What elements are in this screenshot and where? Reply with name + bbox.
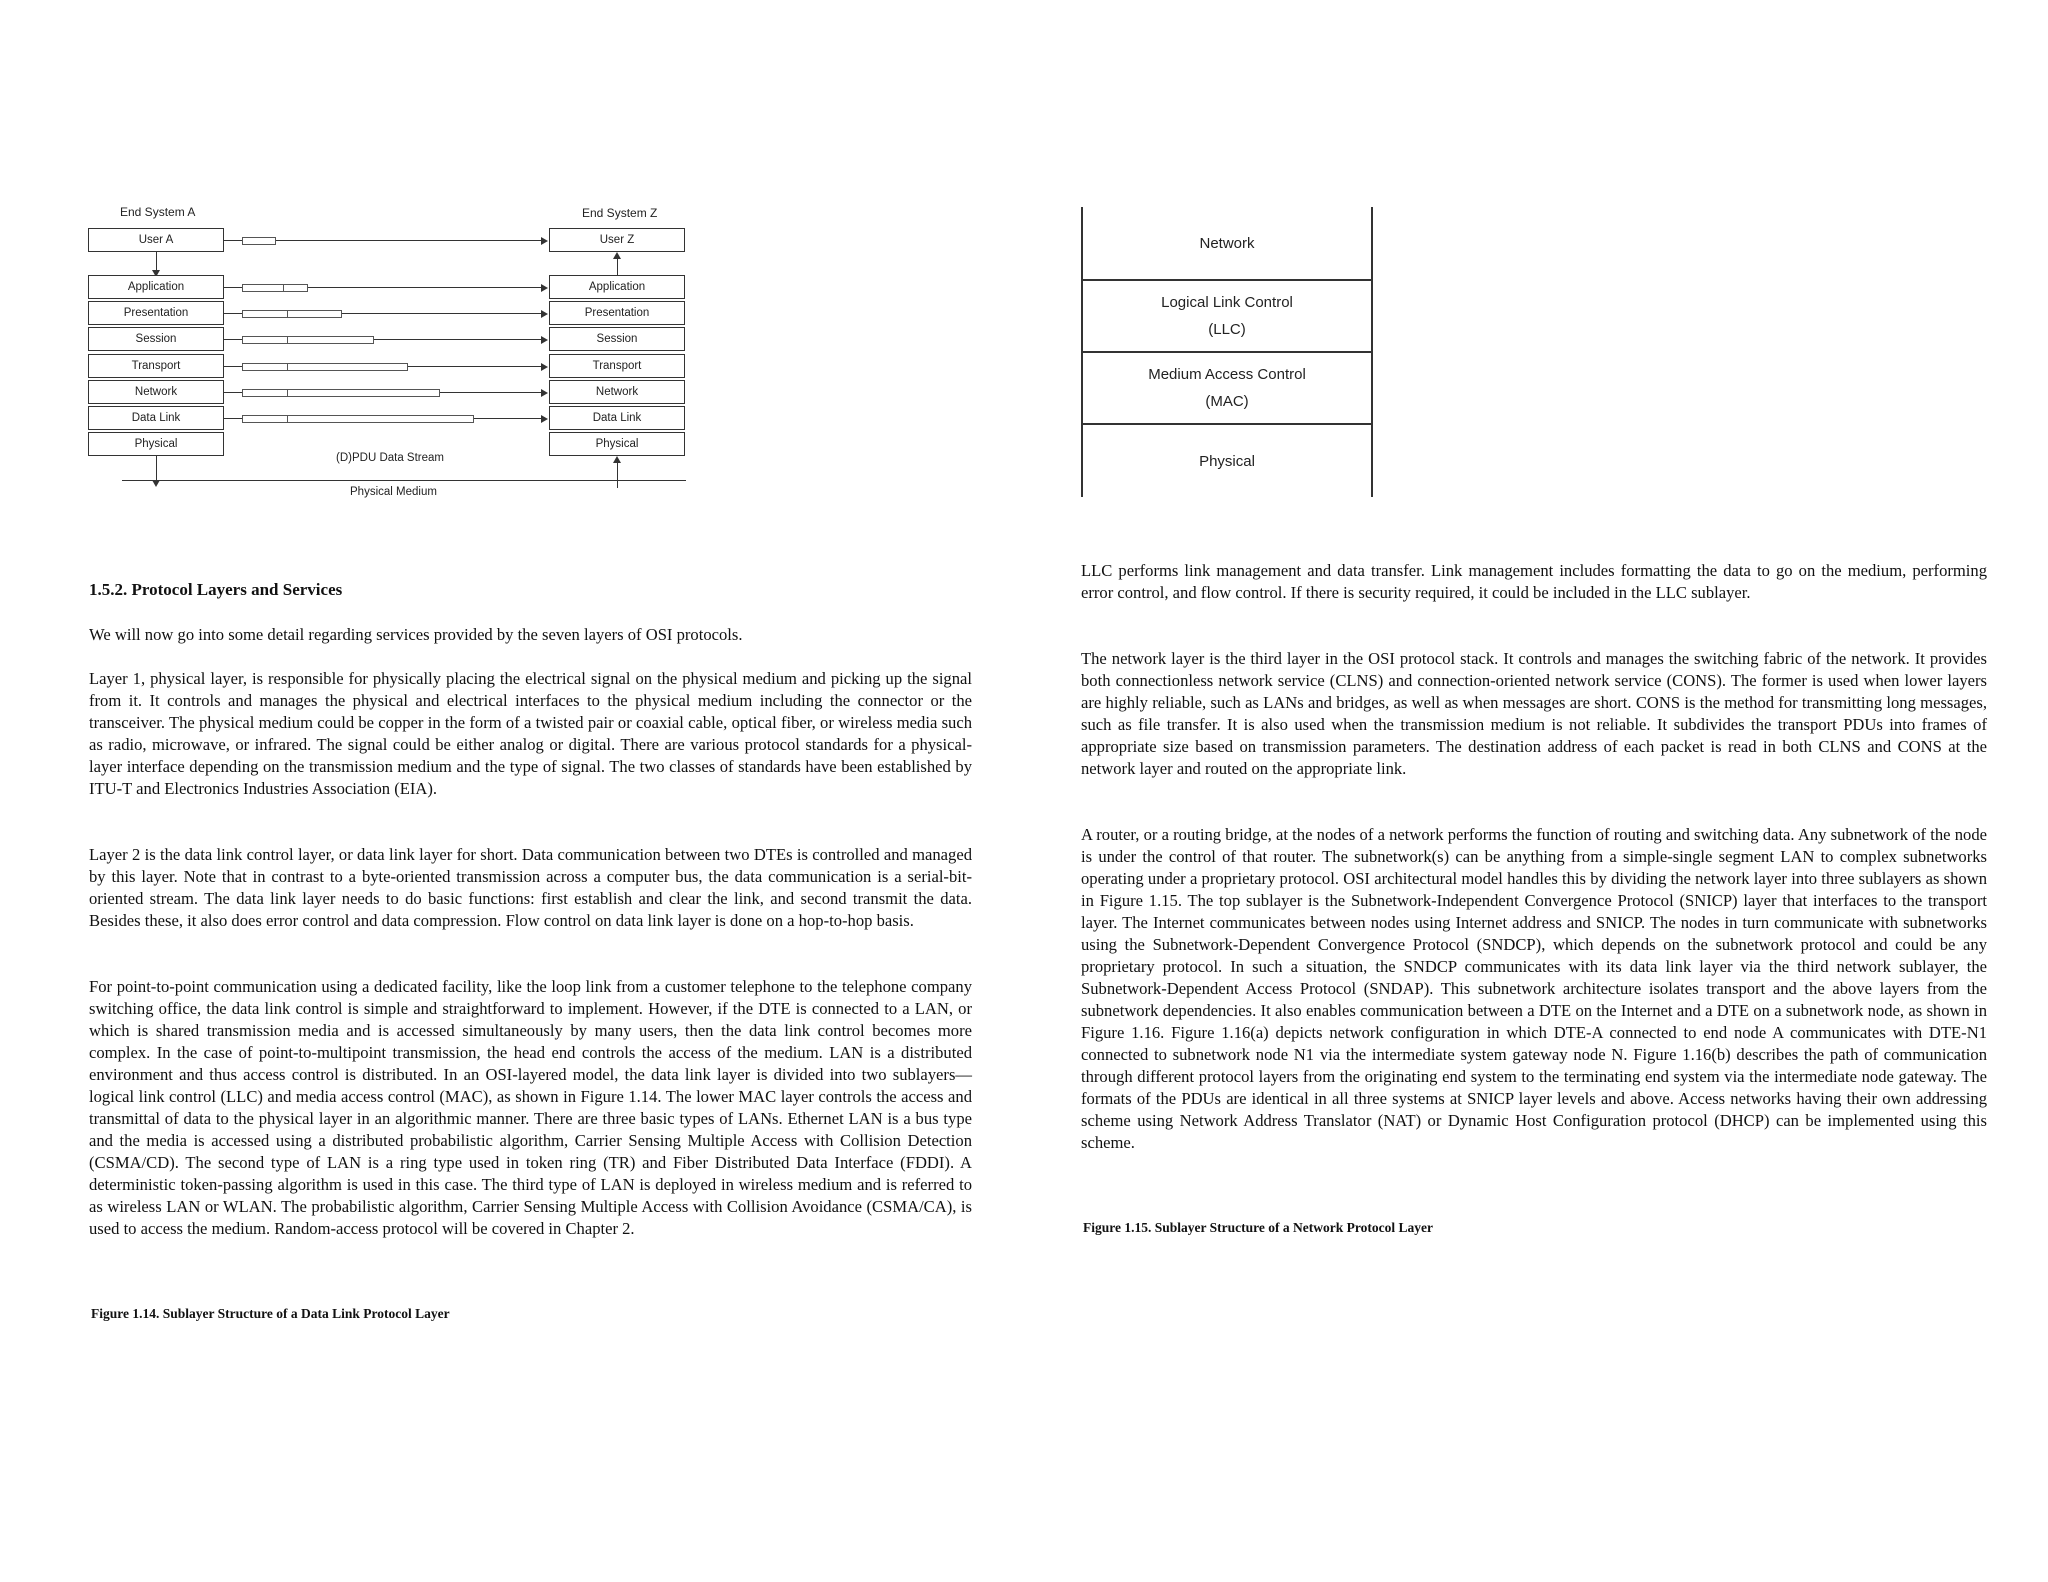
sublayer-llc-line2: (LLC) bbox=[1208, 321, 1246, 338]
paragraph-llc: LLC performs link management and data transfer. Link management includes formatting the data to go on the medium, performing error control, and flow control. If there is security required, it could be included in the LLC sublayer. bbox=[1081, 561, 1987, 602]
sublayer-mac bbox=[1083, 353, 1371, 423]
sublayer-llc-line1: Logical Link Control bbox=[1161, 294, 1293, 311]
network-sublayer-diagram bbox=[1081, 207, 1373, 497]
end-system-a-label: End System A bbox=[120, 205, 196, 219]
layer-box-a-physical: Physical bbox=[88, 432, 224, 456]
right-page bbox=[1024, 0, 2048, 1582]
physical-a-arrow bbox=[152, 480, 160, 487]
user-z-box: User Z bbox=[549, 228, 685, 252]
sublayer-physical-label: Physical bbox=[1199, 452, 1255, 470]
sublayer-network bbox=[1083, 207, 1371, 279]
sublayer-mac-line2: (MAC) bbox=[1205, 393, 1249, 410]
physical-a-connector bbox=[156, 456, 157, 480]
physical-medium-label: Physical Medium bbox=[350, 486, 437, 498]
user-a-box: User A bbox=[88, 228, 224, 252]
layer-box-a-session: Session bbox=[88, 327, 224, 351]
figure-1-14-caption: Figure 1.14. Sublayer Structure of a Data Link Protocol Layer bbox=[91, 1306, 450, 1321]
layer-box-z-session: Session bbox=[549, 327, 685, 351]
sublayer-network-label: Network bbox=[1199, 234, 1255, 252]
paragraph-point-to-point: For point-to-point communication using a dedicated facility, like the loop link from a customer telephone to the telephone company switching office, the data link control is simple and straightforward to implement. However, if the DTE is connected to a LAN, or which is shared transmission media and is accessed simultaneously by many users, then the data link control becomes more complex. In the case of point-to-multipoint transmission, the head end controls the access of the medium. LAN is a distributed environment and thus access control is distributed. In an OSI-layered model, the data link layer is divided into two sublayers—logical link control (LLC) and media access control (MAC), as shown in Figure 1.14. The lower MAC layer controls the access and transmittal of data to the physical layer in an algorithmic manner. There are three basic types of LANs. Ethernet LAN is a bus type and the media is accessed using a distributed probabilistic algorithm, Carrier Sensing Multiple Access with Collision Detection (CSMA/CD). The second type of LAN is a ring type used in token ring (TR) and Fiber Distributed Data Interface (FDDI). A deterministic token-passing algorithm is used in this case. The third type of LAN is deployed in wireless medium and is referred to as wireless LAN or WLAN. The probabilistic algorithm, Carrier Sensing Multiple Access with Collision Avoidance (CSMA/CA), is used to access the medium. Random-access protocol will be covered in Chapter 2. bbox=[89, 977, 972, 1238]
session-pdu-strip bbox=[242, 336, 374, 344]
transport-arrow-head bbox=[541, 363, 548, 371]
layer-box-z-physical: Physical bbox=[549, 432, 685, 456]
user-arrow-head bbox=[541, 237, 548, 245]
layer-box-z-presentation: Presentation bbox=[549, 301, 685, 325]
data-link-arrow-head bbox=[541, 415, 548, 423]
layer-box-a-data-link: Data Link bbox=[88, 406, 224, 430]
pdu-stream-label: (D)PDU Data Stream bbox=[336, 452, 444, 464]
paragraph-router: A router, or a routing bridge, at the nodes of a network performs the function of routing and switching data. Any subnetwork of the node is under the control of that router. The subnetwork(s) can be anything from a simple-single segment LAN to complex subnetworks operating under a proprietary protocol. OSI architectural model handles this by dividing the network layer into three sublayers as shown in Figure 1.15. The top sublayer is the Subnetwork-Independent Convergence Protocol (SNICP) layer that interfaces to the transport layer. The Internet communicates between nodes using Internet address and SNICP. The nodes in turn communicate with subnetworks using the Subnetwork-Dependent Convergence Protocol (SNDCP), which depends on the subnetwork protocol and could be any proprietary protocol. In such a situation, the SNDCP communicates with its data link layer via the third network sublayer, the Subnetwork-Dependent Access Protocol (SNDAP). This subnetwork architecture isolates transport and the above layers from the subnetwork dependencies. It also enables communication between a DTE on the Internet and a DTE on a subnetwork node, as shown in Figure 1.16. Figure 1.16(a) depicts network configuration in which DTE-A connected to end node A communicates with DTE-N1 connected to subnetwork node N1 via the intermediate system gateway node N. Figure 1.16(b) describes the path of communication through different protocol layers from the originating end system to the terminating end system via the intermediate node gateway. The formats of the PDUs are identical in all three systems at SNICP layer levels and above. Access networks having their own addressing scheme using Network Address Translator (NAT) or Dynamic Host Configuration protocol (DHCP) can be implemented using this scheme. bbox=[1081, 825, 1987, 1152]
layer-box-a-application: Application bbox=[88, 275, 224, 299]
layer-box-z-network: Network bbox=[549, 380, 685, 404]
sublayer-physical bbox=[1083, 425, 1371, 497]
user-z-connector bbox=[617, 258, 618, 276]
paragraph-network-layer: The network layer is the third layer in the OSI protocol stack. It controls and manages the switching fabric of the network. It provides both connectionless network service (CLNS) and connection-oriented network service (CONS). The former is used when lower layers are highly reliable, such as LANs and bridges, as well as when messages are short. CONS is the method for transmitting long messages, such as file transfer. It is also used when the transmission medium is not reliable. It subdivides the transport PDUs into frames of appropriate size based on transmission parameters. The destination address of each packet is read in both CLNS and CONS at the network layer and routed on the appropriate link. bbox=[1081, 649, 1987, 778]
user-data-strip bbox=[242, 237, 276, 245]
application-pdu-strip bbox=[242, 284, 308, 292]
layer-box-a-transport: Transport bbox=[88, 354, 224, 378]
session-arrow-head bbox=[541, 336, 548, 344]
sublayer-llc bbox=[1083, 281, 1371, 351]
osi-layer-diagram bbox=[84, 200, 704, 510]
presentation-pdu-strip bbox=[242, 310, 342, 318]
layer-box-z-transport: Transport bbox=[549, 354, 685, 378]
paragraph-intro: We will now go into some detail regarding services provided by the seven layers of OSI protocols. bbox=[89, 625, 743, 644]
end-system-z-label: End System Z bbox=[582, 206, 658, 220]
physical-z-arrow bbox=[613, 456, 621, 463]
data-link-pdu-strip bbox=[242, 415, 474, 423]
transport-pdu-strip bbox=[242, 363, 408, 371]
layer-box-a-presentation: Presentation bbox=[88, 301, 224, 325]
network-arrow-head bbox=[541, 389, 548, 397]
paragraph-layer-2: Layer 2 is the data link control layer, or data link layer for short. Data communication between two DTEs is controlled and managed by this layer. Note that in contrast to a byte-oriented transmission across a computer bus, the data communication is a serial-bit-oriented stream. The data link layer needs to do basic functions: first establish and clear the link, and second transmit the data. Besides these, it also does error control and data compression. Flow control on data link layer is done on a hop-to-hop basis. bbox=[89, 845, 972, 930]
layer-box-z-application: Application bbox=[549, 275, 685, 299]
application-arrow-head bbox=[541, 284, 548, 292]
physical-medium-line bbox=[122, 480, 686, 481]
layer-box-a-network: Network bbox=[88, 380, 224, 404]
sublayer-mac-line1: Medium Access Control bbox=[1148, 366, 1306, 383]
network-pdu-strip bbox=[242, 389, 440, 397]
user-z-arrow bbox=[613, 252, 621, 259]
section-heading: 1.5.2. Protocol Layers and Services bbox=[89, 580, 343, 599]
figure-1-15-caption: Figure 1.15. Sublayer Structure of a Network Protocol Layer bbox=[1083, 1220, 1433, 1235]
layer-box-z-data-link: Data Link bbox=[549, 406, 685, 430]
presentation-arrow-head bbox=[541, 310, 548, 318]
paragraph-layer-1: Layer 1, physical layer, is responsible for physically placing the electrical signal on the physical medium and picking up the signal from it. It controls and manages the physical and electrical interfaces to the physical medium including the connector or the transceiver. The physical medium could be copper in the form of a twisted pair or coaxial cable, optical fiber, or wireless media such as radio, microwave, or infrared. The signal could be either analog or digital. There are various protocol standards for a physical-layer interface depending on the transmission medium and the type of signal. The two classes of standards have been established by ITU-T and Electronics Industries Association (EIA). bbox=[89, 669, 972, 798]
